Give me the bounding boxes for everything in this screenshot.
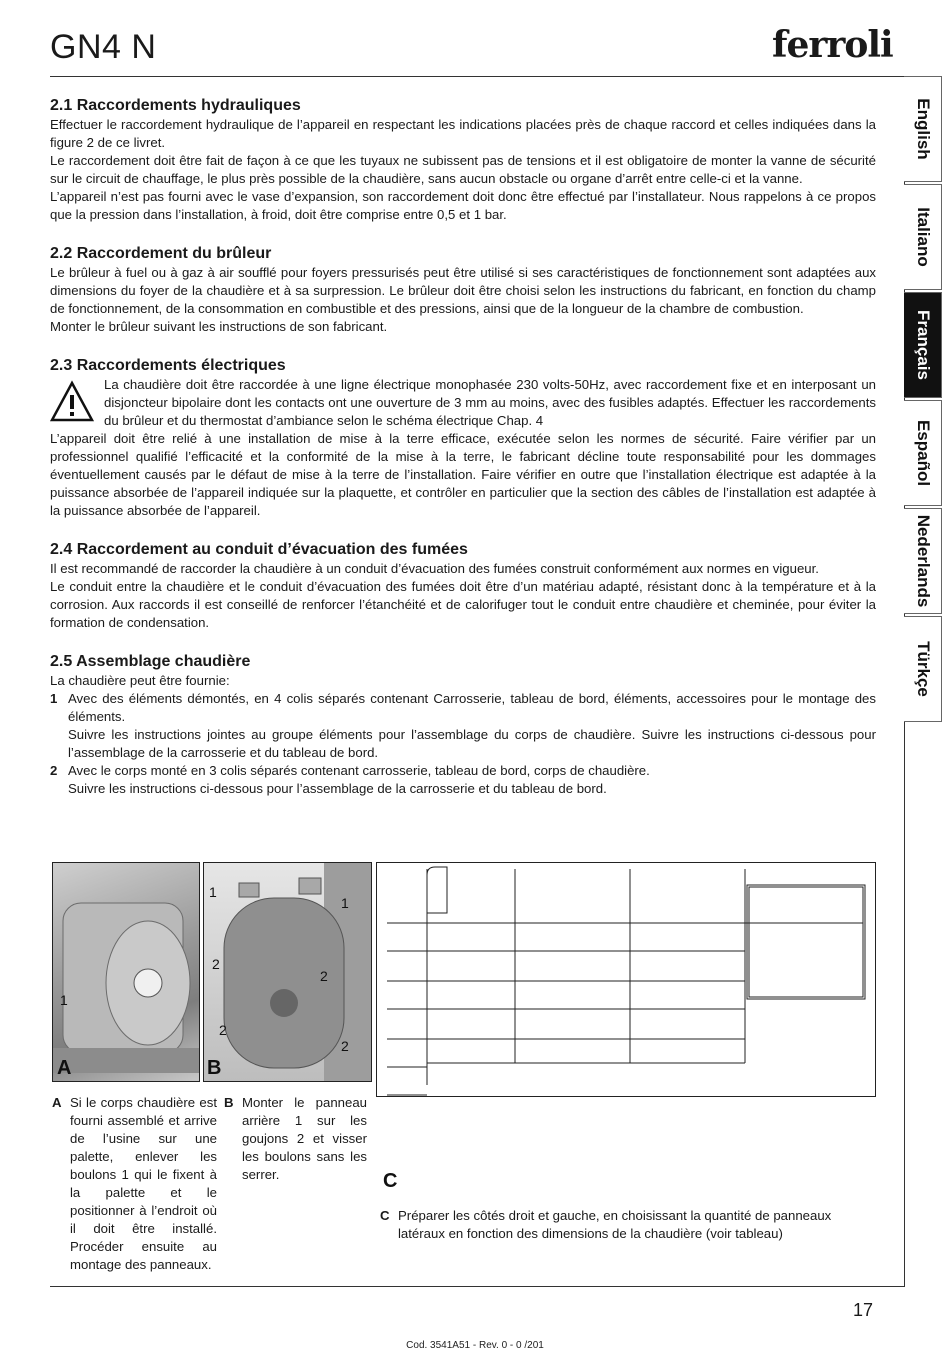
paragraph: L’appareil doit être relié à une installation de mise à la terre efficace, exécutée selon les normes de sécurité. Faire vérifier par un professionnel qualifié l’efficacité et la conformité de la mise à la terre, le fabricant décline toute responsabilité pour les dommages éventuellement causés par le défaut de mise à la terre de l’installation. Faire vérifier en outre que l’installation électrique est adaptée à la puissance absorbée de l’appareil indiquée sur la plaquette, et contrôler en particulier que la section des câbles de l’installation est adaptée à la puissance absorbée de l’appareil. bbox=[50, 431, 876, 518]
list-item bbox=[50, 762, 876, 798]
tab-turkce[interactable]: Türkçe bbox=[904, 616, 942, 722]
item-number: 2 bbox=[50, 763, 58, 778]
item-text: Avec le corps monté en 3 colis séparés contenant carrosserie, tableau de bord, corps de chaudière. bbox=[68, 763, 650, 778]
paragraph: Le brûleur à fuel ou à gaz à air soufflé pour foyers pressurisés peut être utilisé si ses caractéristiques de fonctionnement sont adaptées aux dimensions du foyer de la chaudière et à sa surpression. Le brûleur doit être choisi selon les instructions du fabricant, en fonction du champ de fonctionnement, de la consommation en combustible et des pressions, ainsi que de la longueur de la chambre de combustion. bbox=[50, 265, 876, 316]
caption-letter: C bbox=[380, 1208, 390, 1223]
main-content bbox=[50, 96, 876, 818]
tab-francais[interactable]: Français bbox=[904, 292, 942, 398]
caption-b bbox=[224, 1094, 367, 1184]
list-item bbox=[50, 690, 876, 762]
figure-c-drawing bbox=[376, 862, 876, 1097]
tab-espanol[interactable]: Español bbox=[904, 400, 942, 506]
item-text: Suivre les instructions jointes au groupe éléments pour l’assemblage du corps de chaudière. Suivre les instructions ci-dessous pour l’assemblage de la carrosserie et du tableau de bord. bbox=[68, 727, 876, 760]
document-title: GN4 N bbox=[50, 28, 157, 66]
section-burner bbox=[50, 244, 876, 336]
language-tabs bbox=[904, 76, 942, 724]
header-divider bbox=[50, 76, 904, 77]
caption-letter: A bbox=[52, 1095, 62, 1110]
paragraph: Le raccordement doit être fait de façon à ce que les tuyaux ne subissent pas de tensions et il est obligatoire de monter la vanne de sécurité sur le circuit de chauffage, le plus près possible de la chaudière, sans aucun obstacle ou organe d’arrêt entre celle-ci et la vanne. bbox=[50, 153, 876, 186]
tab-english[interactable]: English bbox=[904, 76, 942, 182]
figure-c-label: C bbox=[383, 1170, 398, 1192]
caption-text: Monter le panneau arrière 1 sur les goujons 2 et visser les boulons sans les serrer. bbox=[242, 1095, 367, 1182]
callout-1: 1 bbox=[60, 992, 68, 1008]
figure-a-photo bbox=[52, 862, 200, 1082]
paragraph: Il est recommandé de raccorder la chaudière à un conduit d’évacuation des fumées construit conformément aux normes en vigueur. bbox=[50, 561, 819, 576]
item-number: 1 bbox=[50, 691, 58, 706]
section-title: 2.2 Raccordement du brûleur bbox=[50, 245, 272, 262]
section-hydraulic bbox=[50, 96, 876, 224]
item-text: Avec des éléments démontés, en 4 colis séparés contenant Carrosserie, tableau de bord, éléments, accessoires pour le montage des éléments. bbox=[68, 691, 876, 724]
page-number: 17 bbox=[853, 1300, 874, 1320]
callout-2: 2 bbox=[219, 1022, 227, 1038]
paragraph: Monter le brûleur suivant les instructions de son fabricant. bbox=[50, 319, 388, 334]
paragraph: L’appareil n’est pas fourni avec le vase d’expansion, son raccordement doit donc être effectué par l’installateur. Nous rappelons à ce propos que la pression dans l’installation, à froid, doit être comprise entre 0,5 et 1 bar. bbox=[50, 189, 876, 222]
caption-text: Préparer les côtés droit et gauche, en choisissant la quantité de panneaux latéraux en fonction des dimensions de la chaudière (voir tableau) bbox=[398, 1208, 832, 1241]
document-code: Cod. 3541A51 - Rev. 0 - 0 /201 bbox=[406, 1340, 544, 1351]
tab-nederlands[interactable]: Nederlands bbox=[904, 508, 942, 614]
paragraph: Le conduit entre la chaudière et le conduit d’évacuation des fumées doit être d’un matériau adapté, résistant donc à la température et à la corrosion. Aux raccords il est conseillé de renforcer l’étanchéité et de calorifuger tout le conduit entre chaudière et cheminée, pour éviter la formation de condensation. bbox=[50, 579, 876, 630]
section-electrical bbox=[50, 356, 876, 520]
caption-letter: B bbox=[224, 1095, 234, 1110]
caption-text: Si le corps chaudière est fourni assemblé et arrive de l’usine sur une palette, enlever les boulons 1 qui le fixent à la palette et le positionner à l’endroit où il doit être installé. Procéder ensuite au montage des panneaux. bbox=[70, 1095, 217, 1272]
section-assembly bbox=[50, 652, 876, 798]
caption-a bbox=[52, 1094, 217, 1274]
caption-c bbox=[380, 1207, 875, 1243]
callout-2: 2 bbox=[341, 1038, 349, 1054]
section-flue bbox=[50, 540, 876, 632]
paragraph: Effectuer le raccordement hydraulique de l’appareil en respectant les indications placées près de chaque raccord et celles indiquées dans la figure 2 de ce livret. bbox=[50, 117, 876, 150]
section-title: 2.1 Raccordements hydrauliques bbox=[50, 97, 301, 114]
item-text: Suivre les instructions ci-dessous pour l’assemblage de la carrosserie et du tableau de bord. bbox=[68, 781, 607, 796]
callout-1: 1 bbox=[209, 884, 217, 900]
paragraph: La chaudière doit être raccordée à une ligne électrique monophasée 230 volts-50Hz, avec raccordement fixe et en interposant un disjoncteur bipolaire dont les contacts ont une ouverture de 3 mm au moins, avec des fusibles adaptés. Effectuer les raccordements du brûleur et du thermostat d’ambiance selon le schéma électrique Chap. 4 bbox=[104, 377, 876, 428]
figure-a-label: A bbox=[57, 1057, 72, 1079]
footer-divider bbox=[50, 1286, 905, 1287]
section-title: 2.3 Raccordements électriques bbox=[50, 357, 286, 374]
section-title: 2.5 Assemblage chaudière bbox=[50, 653, 251, 670]
section-title: 2.4 Raccordement au conduit d’évacuation des fumées bbox=[50, 541, 468, 558]
callout-2: 2 bbox=[212, 956, 220, 972]
brand-logo: ferroli bbox=[772, 24, 893, 66]
warning-icon bbox=[50, 380, 94, 424]
figure-b-label: B bbox=[207, 1057, 222, 1079]
side-panels-diagram bbox=[377, 863, 875, 1096]
callout-2: 2 bbox=[320, 968, 328, 984]
paragraph: La chaudière peut être fournie: bbox=[50, 673, 230, 688]
callout-1: 1 bbox=[341, 895, 349, 911]
boiler-body-illustration bbox=[53, 863, 199, 1081]
tab-italiano[interactable]: Italiano bbox=[904, 184, 942, 290]
